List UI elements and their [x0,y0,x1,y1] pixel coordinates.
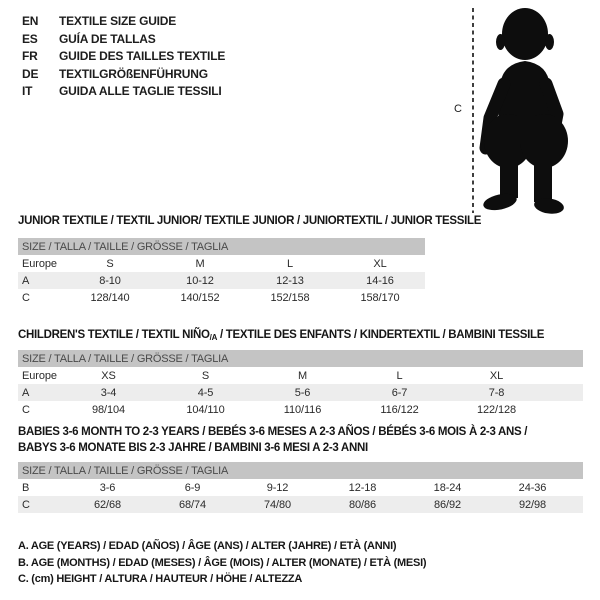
height-cell: 122/128 [476,403,517,416]
age-cell: 3-4 [100,386,117,399]
table-row-height [18,289,425,306]
height-cell: 110/116 [283,403,322,416]
babies-title-line2: BABYS 3-6 MONATE BIS 2-3 JAHRE / BAMBINI 3-6 MESI A 2-3 ANNI [18,442,368,454]
age-cell: 12-18 [348,481,377,494]
baby-silhouette [482,8,568,216]
table-row-height [18,496,583,513]
height-cell: 128/140 [90,291,130,304]
lang-code: DE [22,66,39,81]
baby-figure-area [440,0,600,220]
babies-title-line1: BABIES 3-6 MONTH TO 2-3 YEARS / BEBÉS 3-6 MESES A 2-3 AÑOS / BÉBÉS 3-6 MOIS À 2-3 ANS / [18,426,528,438]
lang-code: ES [22,31,38,46]
size-band-label: SIZE / TALLA / TAILLE / GRÖSSE / TAGLIA [22,352,229,365]
footnote-height: C. (cm) HEIGHT / ALTURA / HAUTEUR / HÖHE / ALTEZZA [18,573,303,585]
row-label: A [22,386,30,399]
table-row-age [18,272,425,289]
age-cell: 18-24 [433,481,462,494]
size-cell: S [106,257,114,270]
lang-title: GUIDA ALLE TAGLIE TESSILI [59,84,222,98]
height-cell: 86/92 [433,498,462,511]
lang-code: FR [22,49,38,63]
legend-footnotes [18,538,426,588]
table-row-europe [18,367,583,384]
row-label: C [22,498,30,511]
height-cell: 92/98 [518,498,547,511]
babies-size-table [18,462,583,513]
height-cell: 152/158 [270,291,310,304]
babies-table-title [18,424,583,456]
age-cell: 7-8 [488,386,505,399]
lang-title: TEXTILGRÖßENFÜHRUNG [59,66,208,81]
age-cell: 6-7 [391,386,408,399]
junior-table-title: JUNIOR TEXTILE / TEXTIL JUNIOR/ TEXTILE JUNIOR / JUNIORTEXTIL / JUNIOR TESSILE [18,215,482,227]
table-row-height [18,401,583,418]
height-measure-label: C [454,103,462,115]
age-cell: 4-5 [197,386,214,399]
children-title-pre: CHILDREN'S TEXTILE / TEXTIL NIÑO [18,329,210,341]
row-label: C [22,291,30,304]
size-cell: M [297,369,308,382]
children-table-title [18,329,544,342]
row-label: A [22,274,30,287]
row-label: Europe [22,257,57,270]
height-cell: 62/68 [93,498,122,511]
lang-title: TEXTILE SIZE GUIDE [59,14,177,28]
lang-code: IT [22,84,33,98]
size-band [18,238,425,255]
size-band [18,462,583,479]
age-cell: 9-12 [266,481,289,494]
children-size-table [18,350,583,418]
height-cell: 68/74 [178,498,207,511]
row-label: C [22,403,30,416]
age-cell: 6-9 [184,481,201,494]
size-cell: M [195,257,205,270]
age-cell: 10-12 [186,274,214,287]
size-cell: L [396,369,403,382]
lang-code: EN [22,14,39,28]
junior-size-table [18,238,425,306]
lang-line-en [22,13,225,31]
lang-line-es [22,31,225,49]
size-cell: XL [489,369,504,382]
table-row-europe [18,255,425,272]
height-cell: 158/170 [360,291,400,304]
language-title-block [22,13,225,101]
children-title-post: / TEXTILE DES ENFANTS / KINDERTEXTIL / BAMBINI TESSILE [217,329,545,341]
baby-silhouette-icon [440,0,600,220]
lang-line-it [22,83,225,101]
height-cell: 116/122 [380,403,419,416]
size-band [18,350,583,367]
footnote-age-years: A. AGE (YEARS) / EDAD (AÑOS) / ÂGE (ANS) / ALTER (JAHRE) / ETÀ (ANNI) [18,540,397,552]
size-cell: S [201,369,210,382]
height-cell: 140/152 [180,291,220,304]
age-cell: 24-36 [518,481,547,494]
lang-title: GUÍA DE TALLAS [59,31,156,46]
children-title-sub: /A [209,333,218,342]
height-cell: 104/110 [186,403,225,416]
age-cell: 3-6 [99,481,116,494]
lang-line-de [22,66,225,84]
table-row-age-months [18,479,583,496]
row-label: Europe [22,369,57,382]
row-label: B [22,481,30,494]
age-cell: 12-13 [276,274,304,287]
age-cell: 14-16 [366,274,394,287]
height-cell: 80/86 [348,498,377,511]
size-cell: XS [101,369,116,382]
age-cell: 5-6 [294,386,311,399]
size-cell: XL [373,257,387,270]
table-row-age [18,384,583,401]
footnote-age-months: B. AGE (MONTHS) / EDAD (MESES) / ÂGE (MOIS) / ALTER (MONATE) / ETÀ (MESI) [18,556,427,569]
height-cell: 98/104 [91,403,126,416]
size-band-label: SIZE / TALLA / TAILLE / GRÖSSE / TAGLIA [22,464,229,477]
size-cell: L [286,257,294,270]
lang-title: GUIDE DES TAILLES TEXTILE [59,49,226,63]
size-band-label: SIZE / TALLA / TAILLE / GRÖSSE / TAGLIA [22,240,229,253]
lang-line-fr [22,48,225,66]
height-cell: 74/80 [263,498,292,511]
age-cell: 8-10 [99,274,121,287]
